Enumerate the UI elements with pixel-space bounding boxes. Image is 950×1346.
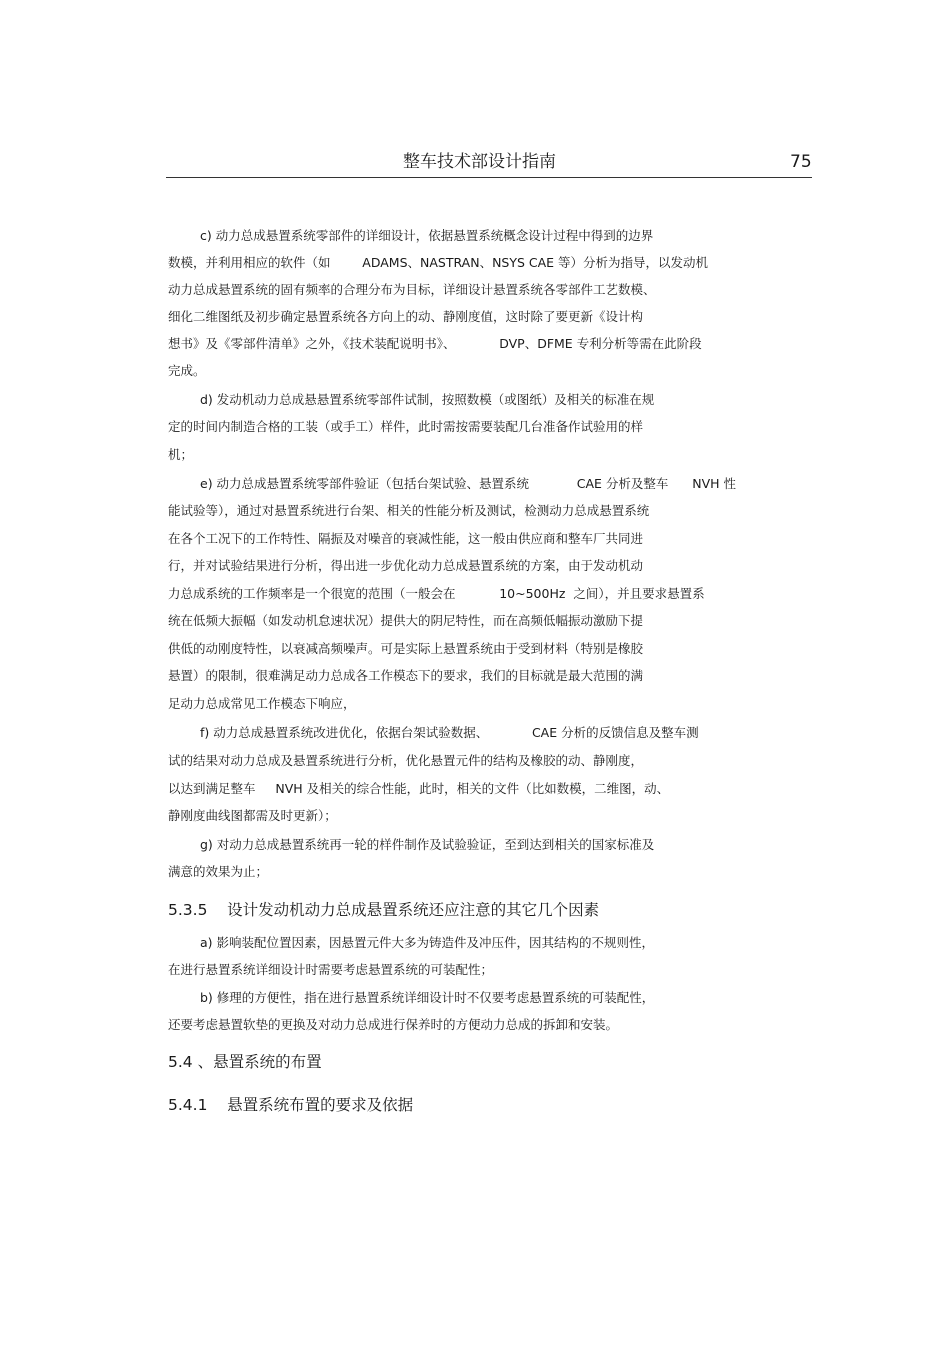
text-line-b1: b) 修理的方便性，指在进行悬置系统详细设计时不仅要考虑悬置系统的可装配性， [200, 990, 655, 1005]
text-line-f4: 静刚度曲线图都需及时更新）； [168, 808, 337, 823]
text-line-g2: 满意的效果为止； [168, 864, 269, 879]
text-line-e6: 统在低频大振幅（如发动机怠速状况）提供大的阴尼特性，而在高频低幅振动激励下提 [168, 613, 644, 628]
section-heading-5-4-1: 5.4.1 悬置系统布置的要求及依据 [168, 1096, 414, 1114]
text-line-e2: 能试验等），通过对悬置系统进行台架、相关的性能分析及测试，检测动力总成悬置系统 [168, 503, 650, 518]
text-line-e8: 悬置）的限制，很难满足动力总成各工作模态下的要求，我们的目标就是最大范围的满 [168, 668, 644, 683]
header-divider [166, 177, 812, 178]
text-line-d3: 机； [168, 447, 194, 462]
text-line-g1: g) 对动力总成悬置系统再一轮的样件制作及试验验证，至到达到相关的国家标准及 [200, 837, 655, 852]
text-line-c5: 想书》及《零部件清单》之外，《技术装配说明书》、 DVP、DFME 专利分析等需在此阶段 [168, 336, 702, 351]
text-line-d1: d) 发动机动力总成悬悬置系统零部件试制，按照数模（或图纸）及相关的标准在规 [200, 392, 655, 407]
text-line-e3: 在各个工况下的工作特性、隔振及对噪音的衰减性能，这一般由供应商和整车厂共同进 [168, 531, 644, 546]
page-number: 75 [790, 152, 812, 172]
text-line-c3: 动力总成悬置系统的固有频率的合理分布为目标，详细设计悬置系统各零部件工艺数模、 [168, 282, 656, 297]
text-line-a2: 在进行悬置系统详细设计时需要考虑悬置系统的可装配性； [168, 962, 494, 977]
text-line-a1: a) 影响装配位置因素，因悬置元件大多为铸造件及冲压件，因其结构的不规则性， [200, 935, 655, 950]
text-line-e1: e) 动力总成悬置系统零部件验证（包括台架试验、悬置系统 CAE 分析及整车 NVH 性 [200, 476, 736, 491]
text-line-f1: f) 动力总成悬置系统改进优化，依据台架试验数据、 CAE 分析的反馈信息及整车测 [200, 725, 699, 740]
text-line-c4: 细化二维图纸及初步确定悬置系统各方向上的动、静刚度值，这时除了要更新《设计构 [168, 309, 644, 324]
text-line-b2: 还要考虑悬置软垫的更换及对动力总成进行保养时的方便动力总成的拆卸和安装。 [168, 1017, 619, 1032]
text-line-e5: 力总成系统的工作频率是一个很宽的范围（一般会在 10~500Hz 之间），并且要求悬置系 [168, 586, 705, 601]
text-line-c2: 数模，并利用相应的软件（如 ADAMS、NASTRAN、NSYS CAE 等）分析为指导，以发动机 [168, 255, 709, 270]
text-line-e4: 行，并对试验结果进行分析，得出进一步优化动力总成悬置系统的方案，由于发动机动 [168, 558, 644, 573]
text-line-f2: 试的结果对动力总成及悬置系统进行分析，优化悬置元件的结构及橡胶的动、静刚度， [168, 753, 644, 768]
text-line-f3: 以达到满足整车 NVH 及相关的综合性能，此时，相关的文件（比如数模，二维图，动、 [168, 781, 670, 796]
text-line-d2: 定的时间内制造合格的工装（或手工）样件，此时需按需要装配几台准备作试验用的样 [168, 419, 644, 434]
text-line-c6: 完成。 [168, 363, 206, 378]
page-header-title: 整车技术部设计指南 [403, 152, 556, 172]
section-heading-5-4: 5.4 、悬置系统的布置 [168, 1053, 322, 1071]
text-line-c1: c) 动力总成悬置系统零部件的详细设计，依据悬置系统概念设计过程中得到的边界 [200, 228, 654, 243]
text-line-e9: 足动力总成常见工作模态下响应， [168, 696, 356, 711]
section-heading-5-3-5: 5.3.5 设计发动机动力总成悬置系统还应注意的其它几个因素 [168, 901, 600, 919]
text-line-e7: 供低的动刚度特性，以衰减高频噪声。可是实际上悬置系统由于受到材料（特别是橡胶 [168, 641, 644, 656]
